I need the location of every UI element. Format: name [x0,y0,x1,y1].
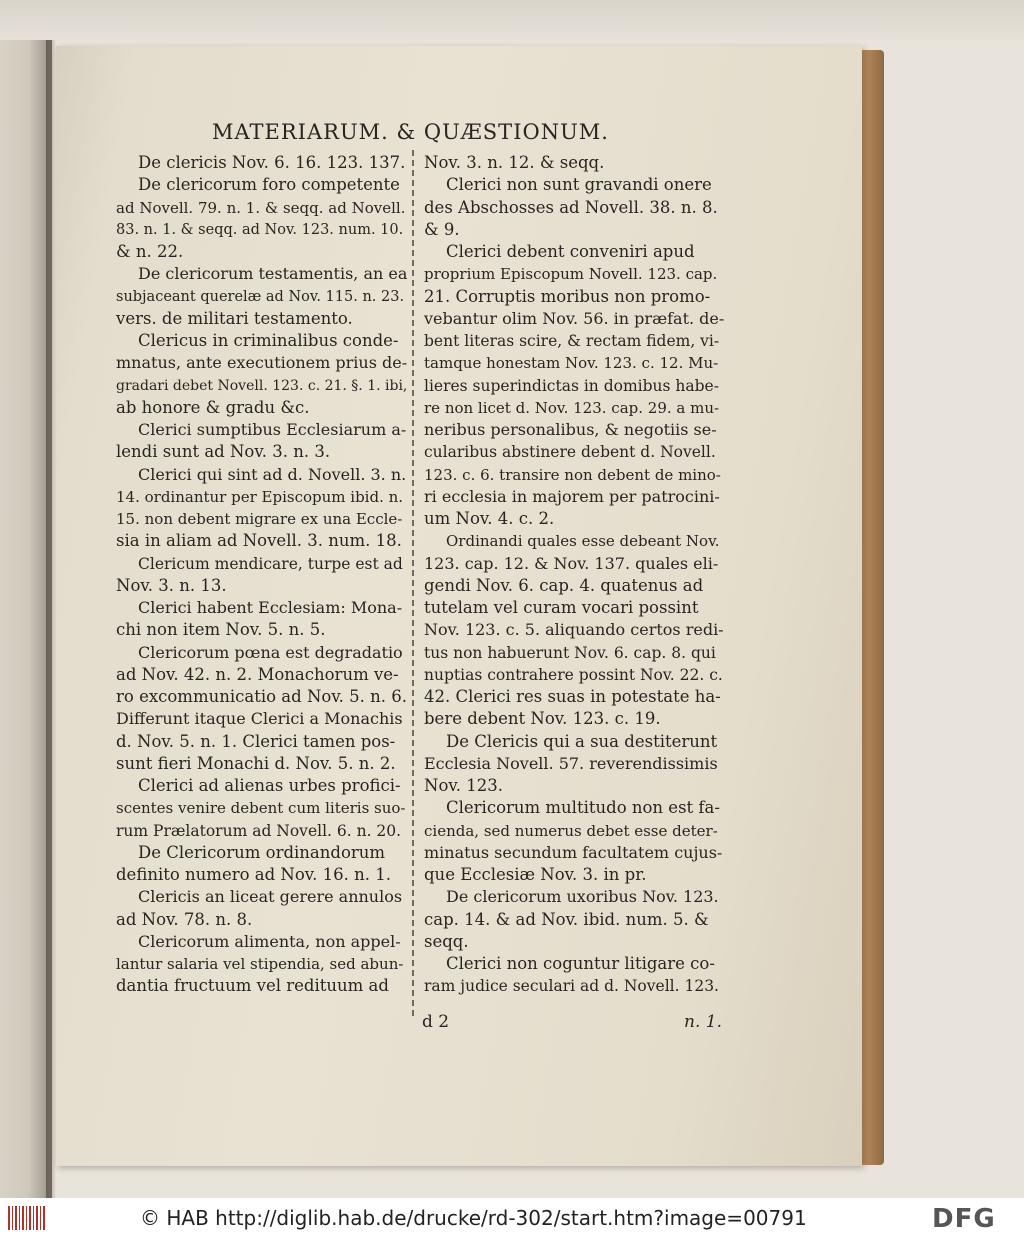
left-column-line: lantur salaria vel stipendia, sed abun- [116,955,404,973]
right-column-line: tamque honestam Nov. 123. c. 12. Mu- [424,354,719,373]
right-column-line: neribus personalibus, & negotiis se- [424,420,717,439]
right-column-line: re non licet d. Nov. 123. cap. 29. a mu- [424,398,720,417]
right-column-line: cienda, sed numerus debet esse deter- [424,821,718,840]
right-column-line: 42. Clerici res suas in potestate ha- [424,687,721,706]
left-column-line: sia in aliam ad Novell. 3. num. 18. [116,531,402,551]
right-column-line: seqq. [424,931,469,951]
left-column-line: sunt fieri Monachi d. Nov. 5. n. 2. [116,753,396,773]
right-column-line: cularibus abstinere debent d. Novell. [424,443,716,462]
left-column-line: subjaceant querelæ ad Nov. 115. n. 23. [116,288,405,305]
right-column-line: proprium Episcopum Novell. 123. cap. [424,265,718,284]
left-column-line: ab honore & gradu &c. [116,397,310,417]
right-column-line: que Ecclesiæ Nov. 3. in pr. [424,865,647,884]
right-column-line: gendi Nov. 6. cap. 4. quatenus ad [424,575,704,595]
column-divider [412,150,414,1016]
copyright-url[interactable]: © HAB http://diglib.hab.de/drucke/rd-302/start.htm?image=00791 [140,1206,807,1230]
left-column-line: Clericus in criminalibus conde- [138,331,399,350]
right-column-line: bere debent Nov. 123. c. 19. [424,709,661,729]
right-column-line: 123. cap. 12. & Nov. 137. quales eli- [424,553,719,573]
left-column-line: Clerici qui sint ad d. Novell. 3. n. [138,464,407,484]
left-column-line: & n. 22. [116,242,184,261]
right-column-line: vebantur olim Nov. 56. in præfat. de- [424,308,725,328]
right-column-line: des Abschosses ad Novell. 38. n. 8. [424,197,718,217]
left-column-line: 15. non debent migrare ex una Eccle- [116,510,403,528]
left-column-line: Clerici sumptibus Ecclesiarum a- [138,420,407,439]
left-column-line: lendi sunt ad Nov. 3. n. 3. [116,442,331,462]
right-column-line: 21. Corruptis moribus non promo- [424,286,711,306]
left-column-line: chi non item Nov. 5. n. 5. [116,620,326,640]
right-column-line: 123. c. 6. transire non debent de mino- [424,465,721,484]
left-column-line: Nov. 3. n. 13. [116,575,227,595]
right-column-line: De Clericis qui a sua destiterunt [446,731,718,751]
binding-shadow [46,40,56,1198]
left-column-line: De clericis Nov. 6. 16. 123. 137. [138,153,406,172]
running-head: MATERIARUM. & QUÆSTIONUM. [212,120,609,144]
left-column-line: 83. n. 1. & seqq. ad Nov. 123. num. 10. [116,221,404,238]
signature-mark: d 2 [422,1012,450,1032]
left-column-line: ad Nov. 78. n. 8. [116,909,253,929]
right-column-line: Ordinandi quales esse debeant Nov. [446,532,720,551]
left-column-line: gradari debet Novell. 123. c. 21. §. 1. ibi, [116,377,408,394]
left-column-line: mnatus, ante executionem prius de- [116,353,408,373]
right-column-line: Ecclesia Novell. 57. reverendissimis [424,753,718,773]
right-column-line: Clericorum multitudo non est fa- [446,798,720,818]
right-column-line: Clerici non coguntur litigare co- [446,954,715,973]
right-column-line: Nov. 123. [424,776,503,795]
right-column-line: tus non habuerunt Nov. 6. cap. 8. qui [424,643,716,662]
left-column-line: 14. ordinantur per Episcopum ibid. n. [116,487,404,506]
left-column-line: ad Novell. 79. n. 1. & seqq. ad Novell. [116,198,406,217]
right-column-line: ri ecclesia in majorem per patrocini- [424,486,720,506]
left-column-line: Clericis an liceat gerere annulos [138,887,403,907]
left-column-line: Clerici ad alienas urbes profici- [138,776,401,795]
left-column-line: definito numero ad Nov. 16. n. 1. [116,865,391,884]
right-column-line: um Nov. 4. c. 2. [424,509,555,528]
right-column-line: ram judice seculari ad d. Novell. 123. [424,977,719,996]
footer-bar [0,1198,1024,1238]
right-column-line: cap. 14. & ad Nov. ibid. num. 5. & [424,909,709,929]
right-column-line: De clericorum uxoribus Nov. 123. [446,887,719,907]
right-column-line: nuptias contrahere possint Nov. 22. c. [424,665,723,684]
right-column-line: tutelam vel curam vocari possint [424,598,699,617]
right-column-line: Nov. 3. n. 12. & seqq. [424,153,605,172]
left-column-line: vers. de militari testamento. [116,308,353,328]
dfg-logo: DFG [932,1204,996,1234]
barcode-icon [8,1206,46,1230]
scan-top-background [0,0,1024,40]
left-column-line: Clericorum pœna est degradatio [138,642,403,662]
left-column-line: De clericorum foro competente [138,175,400,195]
left-column-line: ad Nov. 42. n. 2. Monachorum ve- [116,664,399,684]
left-column-line: Clericorum alimenta, non appel- [138,931,401,951]
right-column-line: lieres superindictas in domibus habe- [424,376,719,395]
left-column-line: Differunt itaque Clerici a Monachis [116,709,403,729]
left-column-line: De Clericorum ordinandorum [138,842,386,862]
left-column-line: scentes venire debent cum literis suo- [116,799,406,818]
left-column-line: dantia fructuum vel redituum ad [116,976,389,996]
left-column-line: rum Prælatorum ad Novell. 6. n. 20. [116,821,402,840]
right-column-line: Clerici non sunt gravandi onere [446,175,712,195]
left-column-line: De clericorum testamentis, an ea [138,264,408,284]
left-column-line: Clericum mendicare, turpe est ad [138,554,403,573]
right-column-line: Clerici debent conveniri apud [446,242,695,261]
right-column-line: bent literas scire, & rectam fidem, vi- [424,332,720,350]
left-column-line: ro excommunicatio ad Nov. 5. n. 6. [116,687,408,706]
left-column-line: Clerici habent Ecclesiam: Mona- [138,598,403,617]
right-column-line: minatus secundum facultatem cujus- [424,842,723,862]
facing-page-edge [0,40,52,1198]
catchword: n. 1. [684,1012,722,1032]
right-column-line: Nov. 123. c. 5. aliquando certos redi- [424,620,724,640]
left-column-line: d. Nov. 5. n. 1. Clerici tamen pos- [116,731,396,751]
right-column-line: & 9. [424,219,460,239]
